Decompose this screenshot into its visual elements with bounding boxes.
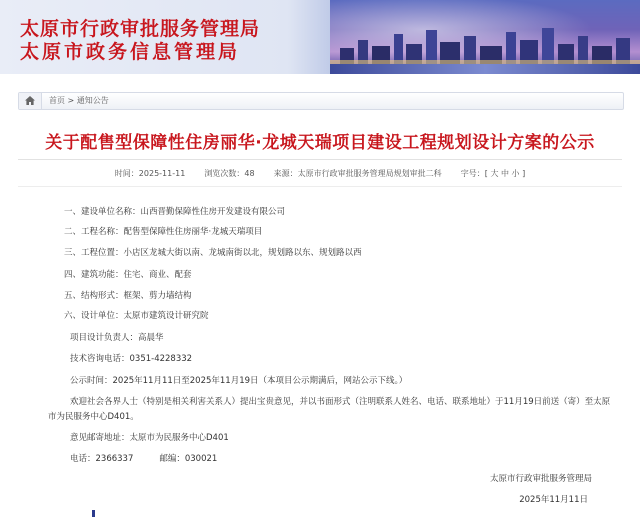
feedback-paragraph-line2: 市为民服务中心D401。 — [48, 412, 139, 422]
design-lead: 项目设计负责人：高晨华 — [70, 333, 164, 343]
item-structure-type: 五、结构形式：框架、剪力墙结构 — [64, 291, 192, 301]
issuer-signature: 太原市行政审批服务管理局 — [489, 474, 592, 484]
consult-phone: 技术咨询电话：0351-4228332 — [70, 354, 193, 364]
postal-code: 邮编：030021 — [159, 454, 218, 464]
mailing-address: 意见邮寄地址：太原市为民服务中心D401 — [70, 433, 229, 443]
publish-time: 2025-11-11 — [138, 169, 186, 178]
font-size-bracket-open: [ — [484, 169, 491, 178]
font-size-small-button[interactable]: 小 — [511, 169, 520, 178]
feedback-paragraph-line1: 欢迎社会各界人士（特别是相关利害关系人）提出宝贵意见，并以书面形式（注明联系人姓名、电话、联系地址）于11月19日前送（寄）至太原 — [70, 397, 611, 407]
source-label: 来源： — [273, 169, 298, 178]
site-title-line1: 太原市行政审批服务管理局 — [20, 18, 261, 40]
item-design-unit: 六、设计单位：太原市建筑设计研究院 — [64, 311, 209, 321]
font-size-label: 字号： — [460, 169, 485, 178]
contact-phone: 电话：2366337 — [70, 454, 134, 464]
time-label: 时间： — [114, 169, 139, 178]
article-source: 太原市行政审批服务管理局规划审批二科 — [297, 169, 442, 178]
font-size-medium-button[interactable]: 中 — [500, 169, 509, 178]
item-project-location: 三、工程位置：小店区龙城大街以南、龙城南街以北，规划路以东、规划路以西 — [64, 248, 362, 258]
font-size-large-button[interactable]: 大 — [490, 169, 499, 178]
item-project-name: 二、工程名称：配售型保障性住房丽华·龙城天瑞项目 — [64, 227, 263, 237]
item-building-function: 四、建筑功能：住宅、商业、配套 — [64, 270, 192, 280]
article-title: 关于配售型保障性住房丽华·龙城天瑞项目建设工程规划设计方案的公示 — [45, 133, 595, 153]
view-count: 48 — [244, 169, 255, 178]
item-construction-unit: 一、建设单位名称：山西晋勤保障性住房开发建设有限公司 — [64, 207, 286, 217]
breadcrumb-current-link[interactable]: 通知公告 — [76, 96, 109, 105]
footer-edge-mark — [92, 510, 95, 517]
issue-date: 2025年11月11日 — [519, 495, 588, 505]
contact-line — [70, 452, 217, 464]
breadcrumb-separator: > — [65, 96, 77, 105]
views-label: 浏览次数： — [204, 169, 245, 178]
publicity-period: 公示时间：2025年11月11日至2025年11月19日（本项目公示期满后，网站公示下线。） — [70, 376, 408, 386]
site-title-line2: 太原市政务信息管理局 — [20, 41, 241, 63]
breadcrumb-home-link[interactable]: 首页 — [49, 96, 65, 105]
font-size-bracket-close: ] — [519, 169, 526, 178]
